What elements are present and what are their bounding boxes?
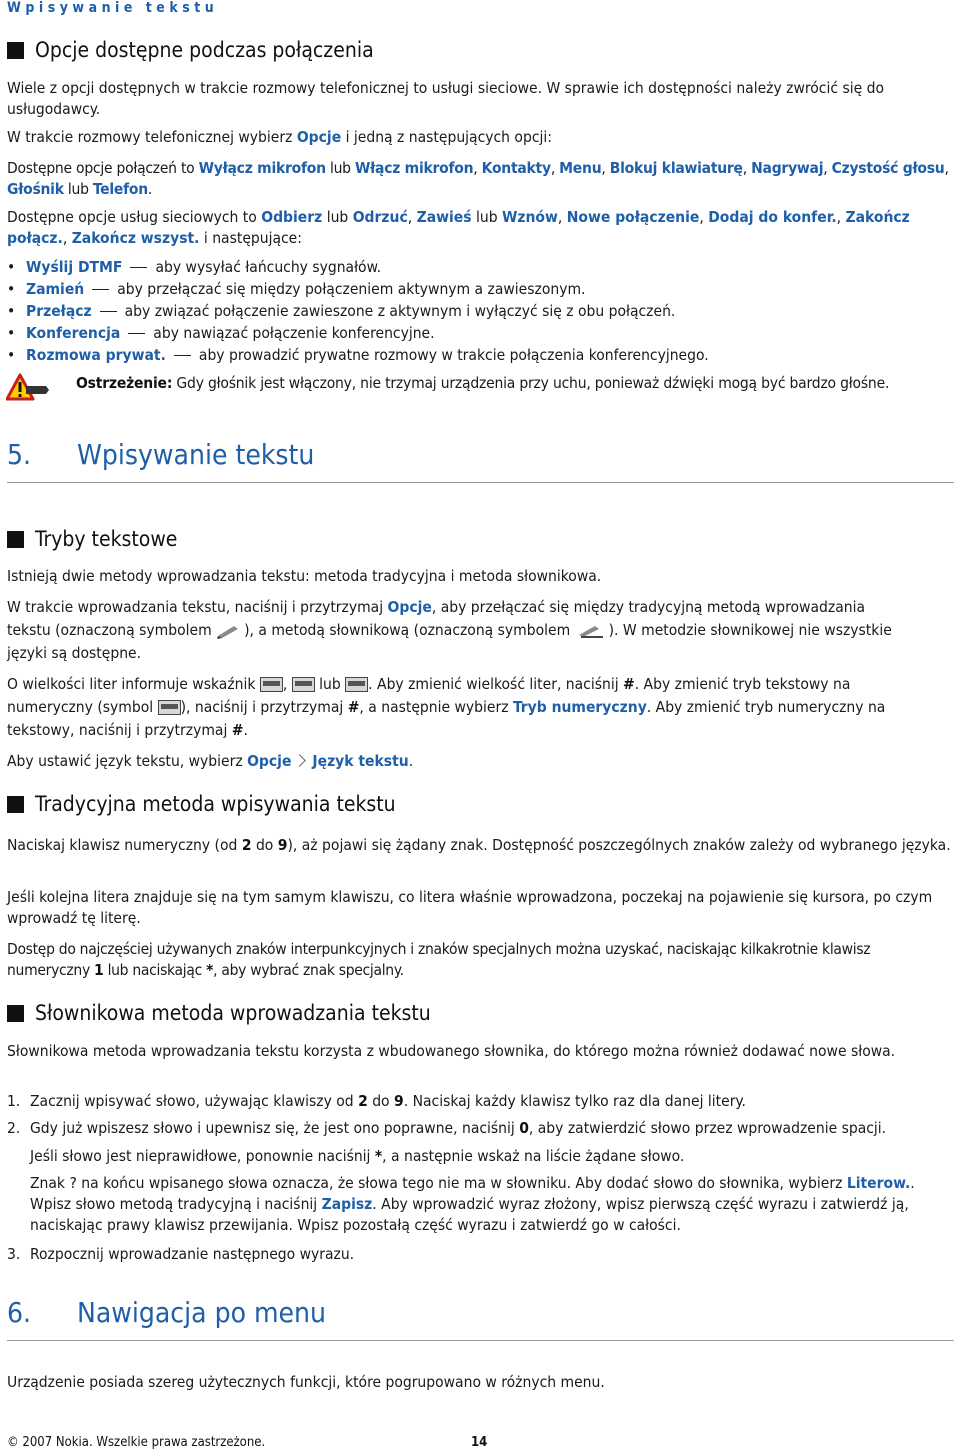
running-head: Wpisywanie tekstu	[7, 0, 219, 16]
paragraph: W trakcie rozmowy telefonicznej wybierz Opcje i jedną z następujących opcji:	[7, 128, 552, 146]
pencil-icon	[216, 623, 244, 639]
paragraph-line: numeryczny (symbol ), naciśnij i przytrzymaj #, a następnie wybierz Tryb numeryczny. Aby zmienić tryb numeryczny na	[7, 698, 886, 716]
warning-note: Ostrzeżenie: Gdy głośnik jest włączony, nie trzymaj urządzenia przy uchu, ponieważ dźwięki mogą być bardzo głośne.	[76, 374, 890, 392]
section-heading-predictive-input: Słownikowa metoda wprowadzania tekstu	[7, 1001, 431, 1025]
paragraph-line: tekstu (oznaczoną symbolem ), a metodą słownikową (oznaczoną symbolem ). W metodzie słownikowej nie wszystkie	[7, 621, 892, 639]
sentence-case-indicator-icon	[260, 677, 283, 692]
lowercase-indicator-icon	[292, 677, 315, 692]
predictive-pencil-icon	[575, 623, 609, 639]
paragraph: Urządzenie posiada szereg użytecznych funkcji, które pogrupowano w różnych menu.	[7, 1373, 605, 1391]
heading-square-icon	[7, 1005, 24, 1022]
heading-square-icon	[7, 42, 24, 59]
uppercase-indicator-icon	[345, 677, 368, 692]
paragraph: Naciskaj klawisz numeryczny (od 2 do 9), aż pojawi się żądany znak. Dostępność poszczególnych znaków zależy od wybranego języka.	[7, 836, 951, 854]
section-heading-traditional-input: Tradycyjna metoda wpisywania tekstu	[7, 792, 396, 816]
copyright-footer: © 2007 Nokia. Wszelkie prawa zastrzeżone.	[7, 1435, 266, 1450]
heading-square-icon	[7, 531, 24, 548]
paragraph: Znak ? na końcu wpisanego słowa oznacza, że słowa tego nie ma w słowniku. Aby dodać słowo do słownika, wybierz Literow.. Wpisz słowo metodą tradycyjną i naciśnij Zapisz. Aby wprowadzić wyraz złożony, wpisz pierwszą część wyrazu i zatwierdź ją, naciskając prawy klawisz przewijania. Wpisz pozostałą część wyrazu i zatwierdź go w całości.	[30, 1174, 915, 1234]
paragraph: Słownikowa metoda wprowadzania tekstu korzysta z wbudowanego słownika, do którego można również dodawać nowe słowa.	[7, 1042, 896, 1060]
chapter-heading-5: 5. Wpisywanie tekstu	[7, 438, 954, 483]
warning-icon	[6, 373, 50, 403]
paragraph: Jeśli kolejna litera znajduje się na tym samym klawiszu, co litera właśnie wprowadzona, poczekaj na pojawienie się kursora, po czym wprowadź tę literę.	[7, 888, 933, 927]
paragraph-line: tekstowy, naciśnij i przytrzymaj #.	[7, 721, 248, 739]
paragraph-call-options: Dostępne opcje połączeń to Wyłącz mikrofon lub Włącz mikrofon, Kontakty, Menu, Blokuj klawiaturę, Nagrywaj, Czystość głosu, Głośnik lub Telefon.	[7, 159, 949, 198]
paragraph: Wiele z opcji dostępnych w trakcie rozmowy telefonicznej to usługi sieciowe. W sprawie ich dostępności należy zwrócić się do usługodawcy.	[7, 79, 884, 118]
manual-page: Wpisywanie tekstu Opcje dostępne podczas połączenia Wiele z opcji dostępnych w trakcie rozmowy telefonicznej to usługi sieciowe. W sprawie ich dostępności należy zwrócić się do usługodawcy. W trakcie rozmowy telefonicznej wybierz Opcje i jedną z następujących opcji: Dostępne opcje połączeń to Wyłącz mikrofon lub Włącz mikrofon, Kontakty, Menu, Blokuj klawiaturę, Nagrywaj, Czystość głosu, Głośnik lub Telefon. Dostępne opcje usług sieciowych to Odbierz lub Odrzuć, Zawieś lub Wznów, Nowe połączenie, Dodaj do konfer., Zakończ połącz., Zakończ wszyst. i następujące: • Wyślij DTMF aby wysyłać łańcuchy sygnałów. • Zamień aby przełączać się między połączeniem aktywnym a zawieszonym. • Przełącz aby związać połączenie zawieszone z aktywnym i wyłączyć się z obu połączeń. • Konferencja aby nawiązać połączenie konferencyjne. • Rozmowa prywat. aby prowadzić prywatne rozmowy w trakcie połączenia konferencyjnego. Ostrzeżenie: Gdy głośnik jest włączony, nie trzymaj urządzenia przy uchu, ponieważ dźwięki mogą być bardzo głośne. 5. Wpisywanie tekstu Tryby tekstowe Istnieją dwie metody wprowadzania tekstu: metoda tradycyjna i metoda słownikowa. W trakcie wprowadzania tekstu, naciśnij i przytrzymaj Opcje, aby przełączać się między tradycyjną metodą wprowadzania tekstu (oznaczoną symbolem ), a metodą słownikową (oznaczoną symbolem ). W metodzie słownikowej nie wszystkie języki są dostępne. O wielkości liter informuje wskaźnik , lub . Aby zmienić wielkość liter, naciśnij #. Aby zmienić tryb tekstowy na numeryczny (symbol ), naciśnij i przytrzymaj #, a następnie wybierz Tryb numeryczny. Aby zmienić tryb numeryczny na tekstowy, naciśnij i przytrzymaj #. Aby ustawić język tekstu, wybierz Opcje Język tekstu. Tradycyjna metoda wpisywania tekstu Naciskaj klawisz numeryczny (od 2 do 9), aż pojawi się żądany znak. Dostępność poszczególnych znaków zależy od wybranego języka. Jeśli kolejna litera znajduje się na tym samym klawiszu, co litera właśnie wprowadzona, poczekaj na pojawienie się kursora, po czym wprowadź tę literę. Dostęp do najczęściej używanych znaków interpunkcyjnych i znaków specjalnych można uzyskać, naciskając kilkakrotnie klawisz numeryczny 1 lub naciskając *, aby wybrać znak specjalny. Słownikowa metoda wprowadzania tekstu Słownikowa metoda wprowadzania tekstu korzysta z wbudowanego słownika, do którego można również dodawać nowe słowa. 1. Zacznij wpisywać słowo, używając klawiszy od 2 do 9. Naciskaj każdy klawisz tylko raz dla danej litery. 2. Gdy już wpiszesz słowo i upewnisz się, że jest ono poprawne, naciśnij 0, aby zatwierdzić słowo przez wprowadzenie spacji. Jeśli słowo jest nieprawidłowe, ponownie naciśnij *, a następnie wskaż na liście żądane słowo. Znak ? na końcu wpisanego słowa oznacza, że słowa tego nie ma w słowniku. Aby dodać słowo do słownika, wybierz Literow.. Wpisz słowo metodą tradycyjną i naciśnij Zapisz. Aby wprowadzić wyraz złożony, wpisz pierwszą część wyrazu i zatwierdź ją, naciskając prawy klawisz przewijania. Wpisz pozostałą część wyrazu i zatwierdź go w całości. 3. Rozpocznij wprowadzanie następnego wyrazu. 6. Nawigacja po menu Urządzenie posiada szereg użytecznych funkcji, które pogrupowano w różnych menu. © 2007 Nokia. Wszelkie prawa zastrzeżone. 14	[0, 0, 960, 1454]
paragraph-line: języki są dostępne.	[7, 644, 142, 662]
heading-square-icon	[7, 796, 24, 813]
paragraph: Dostęp do najczęściej używanych znaków interpunkcyjnych i znaków specjalnych można uzyskać, naciskając kilkakrotnie klawisz numeryczny 1 lub naciskając *, aby wybrać znak specjalny.	[7, 940, 871, 979]
numeric-mode-icon	[158, 700, 181, 715]
paragraph-line: W trakcie wprowadzania tekstu, naciśnij i przytrzymaj Opcje, aby przełączać się między tradycyjną metodą wprowadzania	[7, 598, 866, 616]
paragraph: Istnieją dwie metody wprowadzania tekstu: metoda tradycyjna i metoda słownikowa.	[7, 567, 602, 585]
chapter-heading-6: 6. Nawigacja po menu	[7, 1296, 954, 1341]
paragraph-line: Aby ustawić język tekstu, wybierz Opcje Język tekstu.	[7, 752, 414, 770]
paragraph-line: O wielkości liter informuje wskaźnik , lub . Aby zmienić wielkość liter, naciśnij #. Aby zmienić tryb tekstowy na	[7, 675, 851, 693]
chevron-right-icon	[294, 754, 307, 767]
section-heading-text-modes: Tryby tekstowe	[7, 527, 177, 551]
paragraph-network-options: Dostępne opcje usług sieciowych to Odbierz lub Odrzuć, Zawieś lub Wznów, Nowe połączenie, Dodaj do konfer., Zakończ połącz., Zakończ wszyst. i następujące:	[7, 208, 910, 247]
section-heading-call-options: Opcje dostępne podczas połączenia	[7, 38, 374, 62]
paragraph-line: Jeśli słowo jest nieprawidłowe, ponownie naciśnij *, a następnie wskaż na liście żądane słowo.	[30, 1147, 685, 1165]
page-number: 14	[471, 1435, 488, 1450]
